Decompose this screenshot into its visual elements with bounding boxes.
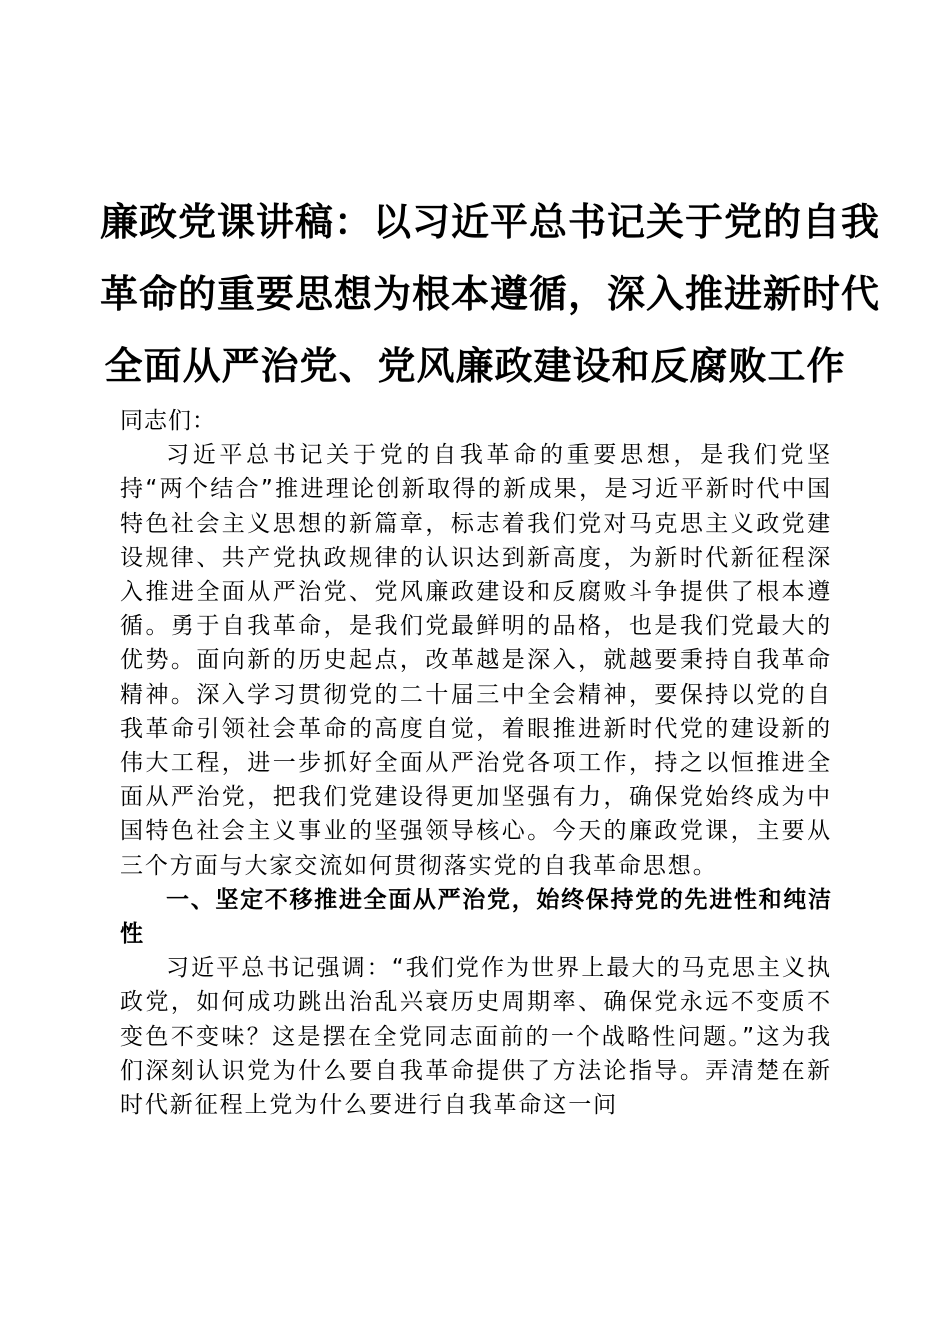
section-heading-1: 一、坚定不移推进全面从严治党，始终保持党的先进性和纯洁性 — [120, 886, 832, 948]
title-line-1: 廉政党课讲稿：以习近平总书记关于党的自我 — [100, 199, 881, 244]
title-line-2: 革命的重要思想为根本遵循，深入推进新时代 — [100, 271, 881, 316]
paragraph-section-1: 习近平总书记强调：“我们党作为世界上最大的马克思主义执政党，如何成功跳出治乱兴衰历史周期率、确保党永远不变质不变色不变味？这是摆在全党同志面前的一个战略性问题。”这为我们深刻认识党为什么要自我革命提供了方法论指导。弄清楚在新时代新征程上党为什么要进行自我革命这一问 — [120, 955, 832, 1119]
document-body — [120, 404, 832, 1122]
document-title — [100, 186, 881, 402]
title-line-3: 全面从严治党、党风廉政建设和反腐败工作 — [104, 343, 846, 388]
paragraph-intro: 习近平总书记关于党的自我革命的重要思想，是我们党坚持“两个结合”推进理论创新取得的新成果，是习近平新时代中国特色社会主义思想的新篇章，标志着我们党对马克思主义政党建设规律、共产党执政规律的认识达到新高度，为新时代新征程深入推进全面从严治党、党风廉政建设和反腐败斗争提供了根本遵循。勇于自我革命，是我们党最鲜明的品格，也是我们党最大的优势。面向新的历史起点，改革越是深入，就越要秉持自我革命精神。深入学习贯彻党的二十届三中全会精神，要保持以党的自我革命引领社会革命的高度自觉，着眼推进新时代党的建设新的伟大工程，进一步抓好全面从严治党各项工作，持之以恒推进全面从严治党，把我们党建设得更加坚强有力，确保党始终成为中国特色社会主义事业的坚强领导核心。今天的廉政党课，主要从三个方面与大家交流如何贯彻落实党的自我革命思想。 — [120, 442, 832, 879]
salutation: 同志们： — [120, 408, 216, 434]
